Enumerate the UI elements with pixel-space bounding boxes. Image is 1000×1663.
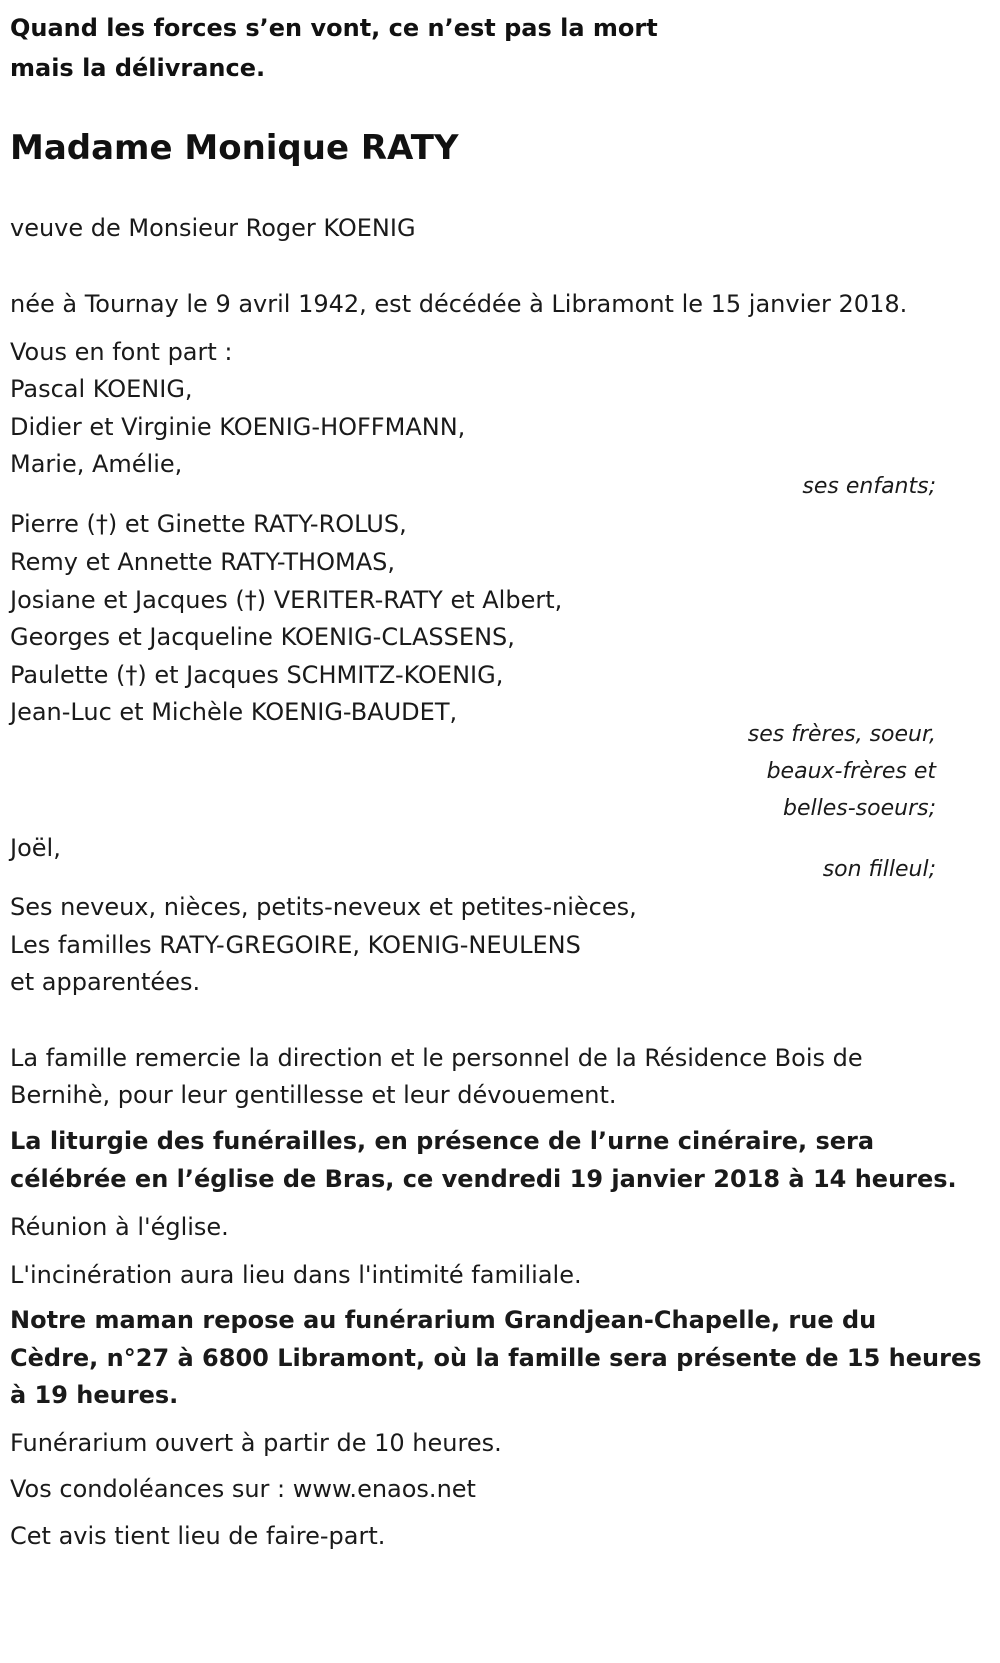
widow-of: veuve de Monsieur Roger KOENIG <box>10 214 416 242</box>
sibling-name: Georges et Jacqueline KOENIG-CLASSENS, <box>10 623 515 651</box>
epigraph-line-1: Quand les forces s’en vont, ce n’est pas la mort <box>10 14 658 42</box>
other-relatives-line: Les familles RATY-GREGOIRE, KOENIG-NEULENS <box>10 931 581 959</box>
other-relatives-line: Ses neveux, nièces, petits-neveux et petites-nièces, <box>10 893 637 921</box>
funeral-home-line: à 19 heures. <box>10 1381 179 1409</box>
sibling-name: Jean-Luc et Michèle KOENIG-BAUDET, <box>10 698 458 726</box>
child-name: Marie, Amélie, <box>10 450 183 478</box>
thanks-line: Bernihè, pour leur gentillesse et leur dévouement. <box>10 1081 617 1109</box>
condolences-info: Vos condoléances sur : www.enaos.net <box>10 1475 476 1503</box>
sibling-name: Josiane et Jacques (†) VERITER-RATY et Albert, <box>10 586 563 614</box>
child-name: Didier et Virginie KOENIG-HOFFMANN, <box>10 413 466 441</box>
other-relatives-line: et apparentées. <box>10 968 201 996</box>
children-relation: ses enfants; <box>802 474 936 499</box>
meeting-info: Réunion à l'église. <box>10 1213 229 1241</box>
epigraph <box>10 8 970 88</box>
opening-hours: Funérarium ouvert à partir de 10 heures. <box>10 1429 502 1457</box>
siblings-relation-line: beaux-frères et <box>766 759 936 784</box>
sibling-name: Paulette (†) et Jacques SCHMITZ-KOENIG, <box>10 661 504 689</box>
siblings-relation-line: ses frères, soeur, <box>747 722 936 747</box>
funeral-home-line: Cèdre, n°27 à 6800 Libramont, où la famille sera présente de 15 heures <box>10 1344 982 1372</box>
child-name: Pascal KOENIG, <box>10 375 193 403</box>
funeral-home-line: Notre maman repose au funérarium Grandjean-Chapelle, rue du <box>10 1306 877 1334</box>
birth-death: née à Tournay le 9 avril 1942, est décédée à Libramont le 15 janvier 2018. <box>10 290 908 318</box>
siblings-relation-line: belles-soeurs; <box>783 796 936 821</box>
sibling-name: Remy et Annette RATY-THOMAS, <box>10 548 395 576</box>
liturgy-line: La liturgie des funérailles, en présence de l’urne cinéraire, sera <box>10 1127 875 1155</box>
thanks-line: La famille remercie la direction et le personnel de la Résidence Bois de <box>10 1044 863 1072</box>
cremation-info: L'incinération aura lieu dans l'intimité familiale. <box>10 1261 582 1289</box>
godson-relation: son filleul; <box>822 857 936 882</box>
sibling-name: Pierre (†) et Ginette RATY-ROLUS, <box>10 510 407 538</box>
notice-statement: Cet avis tient lieu de faire-part. <box>10 1522 386 1550</box>
deceased-name: Madame Monique RATY <box>10 128 459 168</box>
epigraph-line-2: mais la délivrance. <box>10 54 266 82</box>
godson-name: Joël, <box>10 834 61 862</box>
intro: Vous en font part : <box>10 338 233 366</box>
liturgy-line: célébrée en l’église de Bras, ce vendredi 19 janvier 2018 à 14 heures. <box>10 1165 957 1193</box>
